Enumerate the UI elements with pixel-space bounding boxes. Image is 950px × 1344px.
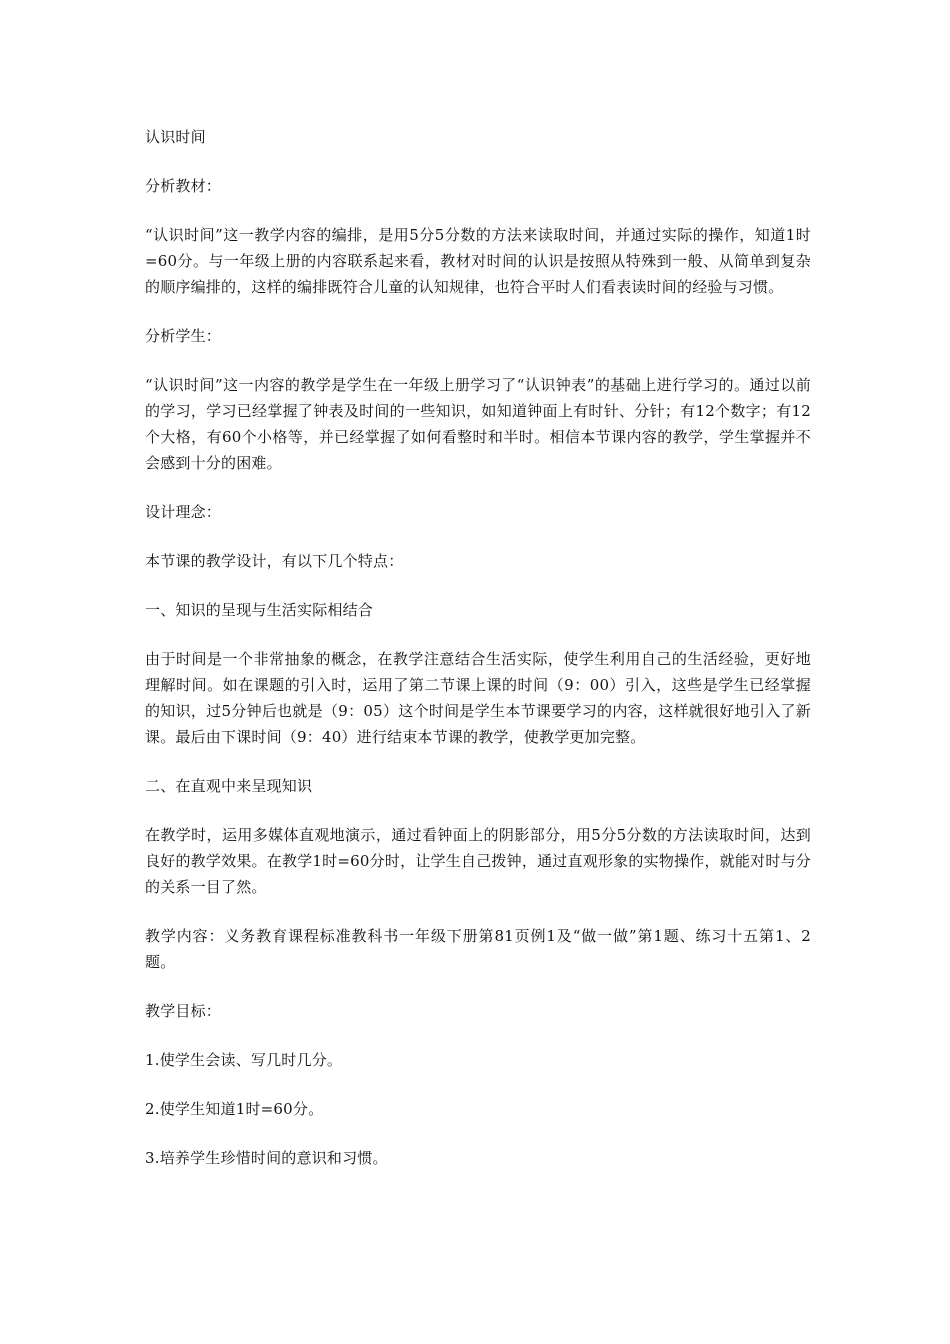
heading-teaching-goals: 教学目标：: [145, 1002, 222, 1020]
heading-analyze-textbook: 分析教材：: [145, 177, 222, 195]
heading-feature-one: 一、知识的呈现与生活实际相结合: [145, 601, 374, 619]
paragraph-textbook-analysis: “认识时间”这一教学内容的编排，是用5分5分数的方法来读取时间，并通过实际的操作，知道1时=60分。与一年级上册的内容联系起来看，教材对时间的认识是按照从特殊到一般、从简单到复杂的顺序编排的，这样的编排既符合儿童的认知规律，也符合平时人们看表读时间的经验与习惯。: [145, 226, 811, 296]
document-title: 认识时间: [145, 128, 206, 146]
paragraph-feature-one: 由于时间是一个非常抽象的概念，在教学注意结合生活实际，使学生利用自己的生活经验，更好地理解时间。如在课题的引入时，运用了第二节课上课的时间（9：00）引入，这些是学生已经掌握的知识，过5分钟后也就是（9：05）这个时间是学生本节课要学习的内容，这样就很好地引入了新课。最后由下课时间（9：40）进行结束本节课的教学，使教学更加完整。: [145, 650, 811, 746]
paragraph-teaching-content: 教学内容：义务教育课程标准教科书一年级下册第81页例1及“做一做”第1题、练习十五第1、2题。: [145, 927, 811, 971]
heading-design-concept: 设计理念：: [145, 503, 222, 521]
heading-feature-two: 二、在直观中来呈现知识: [145, 777, 313, 795]
paragraph-feature-two: 在教学时，运用多媒体直观地演示，通过看钟面上的阴影部分，用5分5分数的方法读取时间，达到良好的教学效果。在教学1时=60分时，让学生自己拨钟，通过直观形象的实物操作，就能对时与分的关系一目了然。: [145, 826, 811, 896]
document-page: [145, 124, 811, 1194]
goal-item-1: 1.使学生会读、写几时几分。: [145, 1051, 343, 1069]
goal-item-3: 3.培养学生珍惜时间的意识和习惯。: [145, 1149, 388, 1167]
paragraph-student-analysis: “认识时间”这一内容的教学是学生在一年级上册学习了“认识钟表”的基础上进行学习的。通过以前的学习，学习已经掌握了钟表及时间的一些知识，如知道钟面上有时针、分针；有12个数字；有12个大格，有60个小格等，并已经掌握了如何看整时和半时。相信本节课内容的教学，学生掌握并不会感到十分的困难。: [145, 376, 811, 472]
heading-analyze-students: 分析学生：: [145, 327, 222, 345]
paragraph-design-intro: 本节课的教学设计，有以下几个特点：: [145, 552, 404, 570]
goal-item-2: 2.使学生知道1时=60分。: [145, 1100, 324, 1118]
